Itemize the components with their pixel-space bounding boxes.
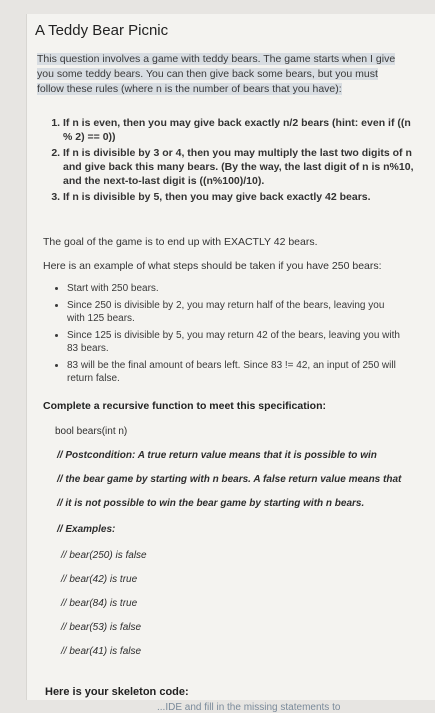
- step-item: • Since 250 is divisible by 2, you may return half of the bears, leaving you with 125 bears.: [67, 299, 403, 326]
- example-steps-list: [55, 282, 403, 389]
- spec-heading: Complete a recursive function to meet this specification:: [43, 400, 326, 412]
- step-item: • Start with 250 bears.: [67, 282, 403, 296]
- examples-comment: // Examples:: [57, 524, 116, 535]
- page-title: A Teddy Bear Picnic: [35, 22, 169, 39]
- example-line: // bear(250) is false: [61, 550, 147, 561]
- rule-item: 3. If n is divisible by 5, then you may give back exactly 42 bears.: [63, 190, 415, 204]
- goal-text: The goal of the game is to end up with EXACTLY 42 bears.: [43, 236, 318, 248]
- example-line: // bear(42) is true: [61, 574, 138, 585]
- example-line: // bear(53) is false: [61, 622, 142, 633]
- function-signature: bool bears(int n): [55, 426, 128, 437]
- postcondition-line-2: // the bear game by starting with n bears. A false return value means that: [57, 474, 402, 485]
- example-line: // bear(84) is true: [61, 598, 138, 609]
- intro-highlighted-text: This question involves a game with teddy bears. The game starts when I give you some teddy bears. You can then give back some bears, but you must follow these rules (where n is the number of bears that you have):: [37, 53, 396, 95]
- document-page: [26, 14, 435, 713]
- skeleton-heading: Here is your skeleton code:: [45, 686, 189, 698]
- postcondition-line-1: // Postcondition: A true return value means that it is possible to win: [57, 450, 377, 461]
- cutoff-instruction: ...IDE and fill in the missing statements to: [157, 702, 341, 713]
- example-intro: Here is an example of what steps should be taken if you have 250 bears:: [43, 260, 382, 272]
- rule-item: 1. If n is even, then you may give back exactly n/2 bears (hint: even if ((n % 2) == 0)): [63, 116, 415, 144]
- postcondition-line-3: // it is not possible to win the bear game by starting with n bears.: [57, 498, 365, 509]
- step-item: • Since 125 is divisible by 5, you may return 42 of the bears, leaving you with 83 bears.: [67, 329, 403, 356]
- step-item: • 83 will be the final amount of bears left. Since 83 != 42, an input of 250 will return false.: [67, 359, 403, 386]
- rules-list: [49, 116, 415, 206]
- intro-paragraph: [37, 52, 397, 97]
- example-line: // bear(41) is false: [61, 646, 142, 657]
- rule-item: 2. If n is divisible by 3 or 4, then you may multiply the last two digits of n and give back this many bears. (By the way, the last digit of n is n%10, and the next-to-last digit is ((n%100)/10).: [63, 146, 415, 188]
